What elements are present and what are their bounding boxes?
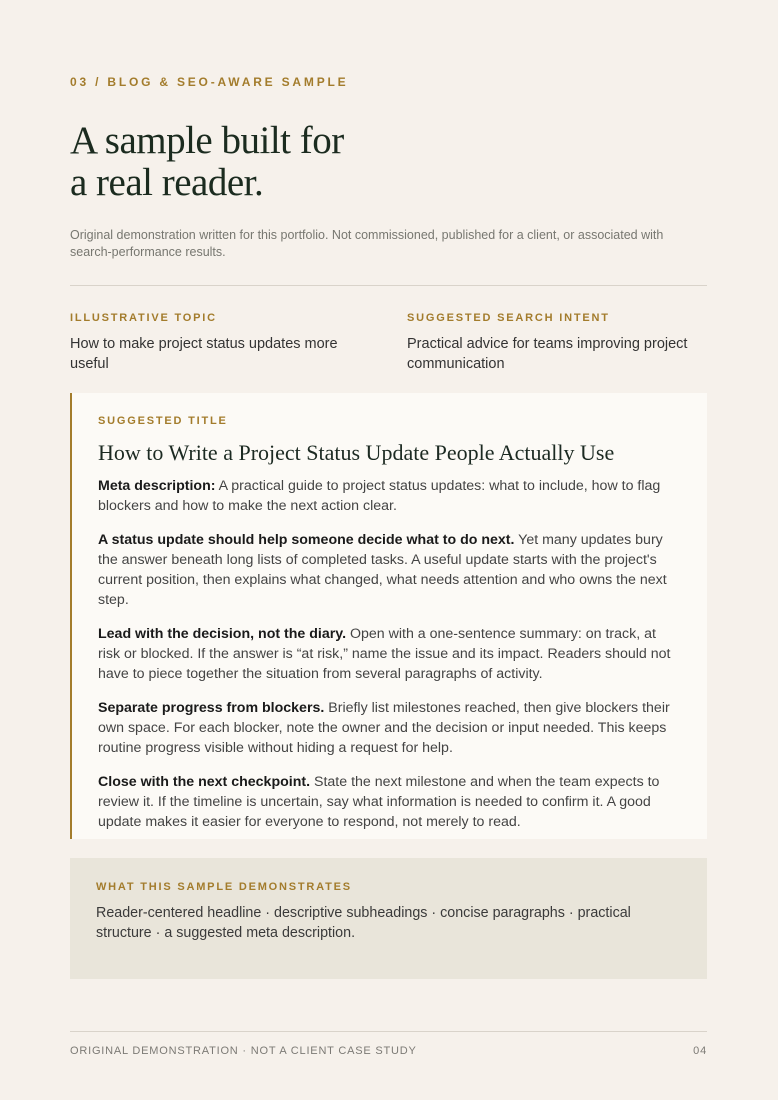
article-paragraph	[98, 773, 681, 832]
headline-line-2: a real reader.	[70, 161, 264, 204]
meta-description-text: A practical guide to project status updates: what to include, how to flag blockers and how to make the next action clear.	[98, 478, 661, 514]
search-intent	[407, 312, 707, 374]
article-paragraph	[98, 699, 681, 758]
meta-description-lead: Meta description:	[98, 478, 216, 494]
demonstrates-label: WHAT THIS SAMPLE DEMONSTRATES	[96, 881, 352, 893]
article-title: How to Write a Project Status Update People Actually Use	[98, 440, 615, 465]
intent-label: SUGGESTED SEARCH INTENT	[407, 312, 610, 324]
paragraph-lead: A status update should help someone decide what to do next.	[98, 532, 515, 549]
footer-divider	[70, 1031, 707, 1032]
demonstrates-text: Reader-centered headline · descriptive subheadings · concise paragraphs · practical structure · a suggested meta description.	[96, 905, 631, 941]
meta-description	[98, 477, 681, 516]
disclaimer-text: Original demonstration written for this portfolio. Not commissioned, published for a client, or associated with search-performance results.	[70, 228, 664, 259]
page-number: 04	[693, 1045, 707, 1057]
paragraph-text: Yet many updates bury the answer beneath long lists of completed tasks. A useful update starts with the project's current position, then explains what changed, what needs attention and who owns the next step.	[98, 532, 667, 608]
topic-value: How to make project status updates more useful	[70, 336, 338, 372]
paragraph-text: Open with a one-sentence summary: on track, at risk or blocked. If the answer is “at risk,” name the issue and its impact. Readers should not have to piece together the situation from several paragraphs of activity.	[98, 626, 671, 682]
topic-label: ILLUSTRATIVE TOPIC	[70, 312, 217, 324]
sample-article	[70, 393, 707, 839]
illustrative-topic	[70, 312, 380, 374]
top-divider	[70, 285, 707, 286]
article-paragraph	[98, 531, 681, 610]
headline-line-1: A sample built for	[70, 119, 344, 162]
intent-value: Practical advice for teams improving project communication	[407, 336, 688, 372]
article-paragraph	[98, 625, 681, 684]
page-headline	[70, 120, 630, 204]
footer-note: ORIGINAL DEMONSTRATION · NOT A CLIENT CASE STUDY	[70, 1045, 417, 1057]
paragraph-text: Briefly list milestones reached, then give blockers their own space. For each blocker, note the owner and the decision or input needed. This keeps routine progress visible without hiding a request for help.	[98, 700, 670, 756]
demonstrates-box	[70, 858, 707, 979]
paragraph-lead: Lead with the decision, not the diary.	[98, 626, 347, 643]
paragraph-lead: Separate progress from blockers.	[98, 700, 325, 717]
paragraph-lead: Close with the next checkpoint.	[98, 774, 311, 791]
suggested-title-label: SUGGESTED TITLE	[98, 415, 228, 427]
section-eyebrow: 03 / BLOG & SEO-AWARE SAMPLE	[70, 75, 349, 89]
paragraph-text: State the next milestone and when the team expects to review it. If the timeline is uncertain, say what information is needed to confirm it. A good update makes it easier for everyone to respond, not merely to read.	[98, 774, 660, 830]
